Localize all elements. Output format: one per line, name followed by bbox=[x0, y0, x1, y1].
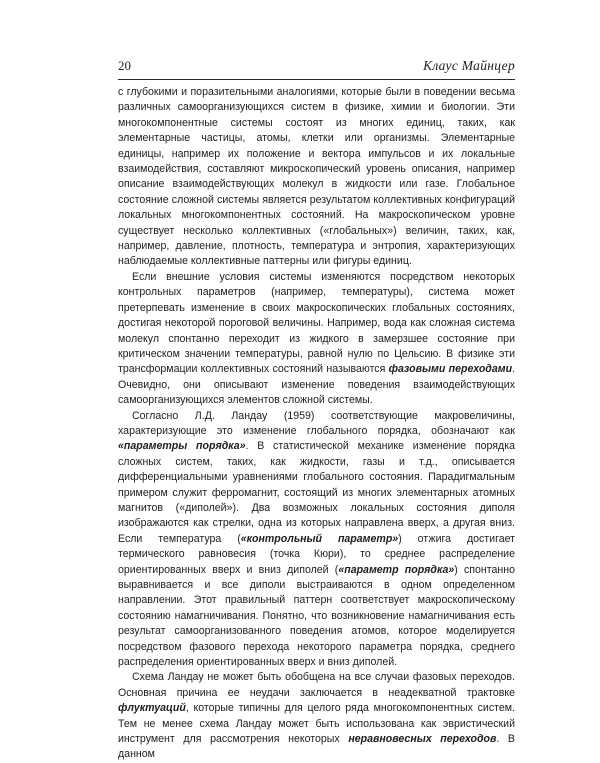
paragraph-4-text-c: . В данном bbox=[118, 733, 515, 761]
paragraph-2 bbox=[118, 270, 515, 409]
paragraph-4-text-a: Схема Ландау не может быть обобщена на все случаи фазовых переходов. Основная причина ее неудачи заключается в неадекватной трактовке bbox=[118, 671, 515, 699]
term-order-parameter: «параметр порядка» bbox=[338, 563, 455, 576]
paragraph-3-text-c: ) отжига достигает термического равновесия (точка Кюри), то среднее распределение ориентированных вверх и вниз диполей ( bbox=[118, 532, 515, 576]
term-control-parameter: «контрольный параметр» bbox=[240, 532, 399, 545]
paragraph-3-text-a: Согласно Л.Д. Ландау (1959) соответствующие макровеличины, характеризующие это изменение глобального порядка, обозначают как bbox=[118, 409, 515, 437]
paragraph-4-text-b: , которые типичны для целого ряда многокомпонентных систем. Тем не менее схема Ландау может быть использована как эвристический инструмент для рассмотрения некоторых bbox=[118, 702, 515, 746]
paragraph-1 bbox=[118, 85, 515, 270]
body-text bbox=[118, 85, 515, 763]
paragraph-3 bbox=[118, 409, 515, 671]
paragraph-3-text-d: ) спонтанно выравнивается и все диполи выстраиваются в одном определенном направлении. Этот правильный паттерн соответствует макроскопическому состоянию намагничивания. Понятно, что возникновение намагничивания есть результат самоорганизованного поведения атомов, которое моделируется посредством фазового перехода некоторого параметра порядка, среднего распределения ориентированных вверх и вниз диполей. bbox=[118, 563, 515, 669]
paragraph-2-text-b: . Очевидно, они описывают изменение поведения взаимодействующих самоорганизующихся элементов сложной системы. bbox=[118, 363, 515, 407]
term-fluctuations: флуктуаций bbox=[118, 702, 186, 715]
paragraph-2-text-a: Если внешние условия системы изменяются посредством некоторых контрольных параметров (например, температуры), система может претерпевать изменение в своих макроскопических глобальных состояниях, достигая некоторой пороговой величины. Например, вода как сложная система молекул спонтанно переходит из жидкого в замерзшее состояние при критическом значении температуры, равной нулю по Цельсию. В физике эти трансформации коллективных состояний называются bbox=[118, 270, 515, 376]
paragraph-4 bbox=[118, 670, 515, 762]
header-rule bbox=[118, 79, 515, 80]
term-nonequilibrium-transitions: неравновесных переходов bbox=[348, 733, 497, 746]
term-order-parameters: «параметры порядка» bbox=[118, 440, 246, 453]
term-phase-transitions: фазовыми переходами bbox=[388, 363, 513, 376]
running-title: Клаус Майнцер bbox=[423, 58, 515, 73]
paragraph-1-text: с глубокими и поразительными аналогиями, которые были в поведении весьма различных самоорганизующихся систем в физике, химии и биологии. Эти многокомпонентные системы состоят из многих единиц, таких, как элементарные частицы, атомы, клетки или организмы. Элементарные единицы, например их положение и вектора импульсов и их локальные взаимодействия, составляют микроскопический уровень описания, например описание взаимодействующих молекул в жидкости или газе. Глобальное состояние сложной системы является результатом коллективных конфигураций локальных многокомпонентных состояний. На макроскопическом уровне существует несколько коллективных («глобальных») величин, таких, как, например, давление, плотность, температура и энтропия, характеризующих наблюдаемые коллективные паттерны или фигуры единиц. bbox=[118, 86, 515, 268]
page-header bbox=[118, 58, 515, 80]
paragraph-3-text-b: . В статистической механике изменение порядка сложных систем, таких, как жидкости, газы и т.д., описывается дифференциальными уравнениями глобального состояния. Парадигмальным примером служит ферромагнит, состоящий из многих элементарных атомных магнитов («диполей»). Два возможных локальных состояния диполя изображаются как стрелки, одна из которых направлена вверх, а другая вниз. Если температура ( bbox=[118, 440, 515, 545]
page-number: 20 bbox=[118, 58, 131, 73]
